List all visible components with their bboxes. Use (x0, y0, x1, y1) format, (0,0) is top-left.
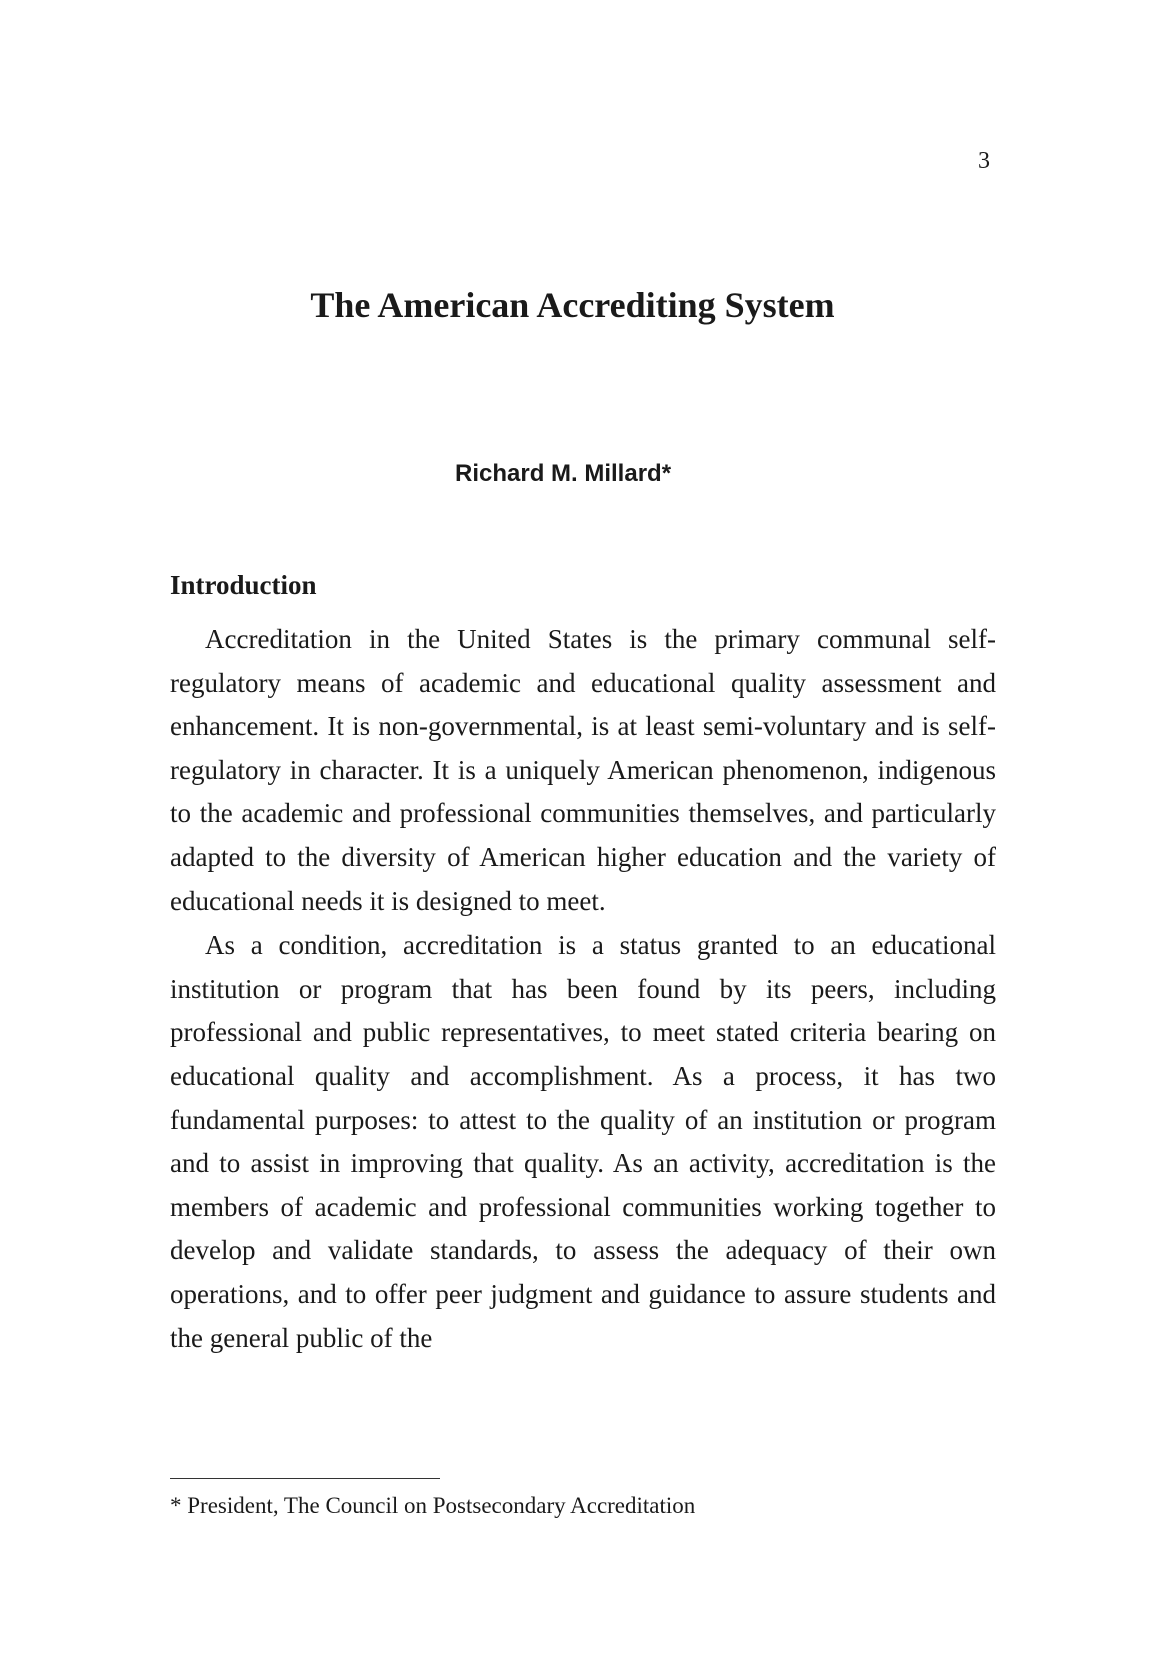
page-number: 3 (978, 148, 990, 174)
paragraph: Accreditation in the United States is the primary communal self-regulatory means of academic and educational quality assessment and enhancement. It is non-governmental, is at least semi-voluntary and is self-regulatory in character. It is a uniquely American phenomenon, indigenous to the academic and professional communities themselves, and particularly adapted to the diversity of American higher education and the variety of educational needs it is designed to meet. (170, 624, 996, 916)
footnote: * President, The Council on Postsecondary Accreditation (170, 1493, 696, 1518)
author-name: Richard M. Millard* (455, 460, 672, 487)
section-heading: Introduction (170, 570, 317, 600)
page-title: The American Accrediting System (310, 285, 835, 325)
body-text (170, 618, 996, 1361)
paragraph: As a condition, accreditation is a status granted to an educational institution or program that has been found by its peers, including professional and public representatives, to meet stated criteria bearing on educational quality and accomplishment. As a process, it has two fundamental purposes: to attest to the quality of an institution or program and to assist in improving that quality. As an activity, accreditation is the members of academic and professional communities working together to develop and validate standards, to assess the adequacy of their own operations, and to offer peer judgment and guidance to assure students and the general public of the (170, 930, 996, 1353)
footnote-divider (170, 1478, 440, 1479)
